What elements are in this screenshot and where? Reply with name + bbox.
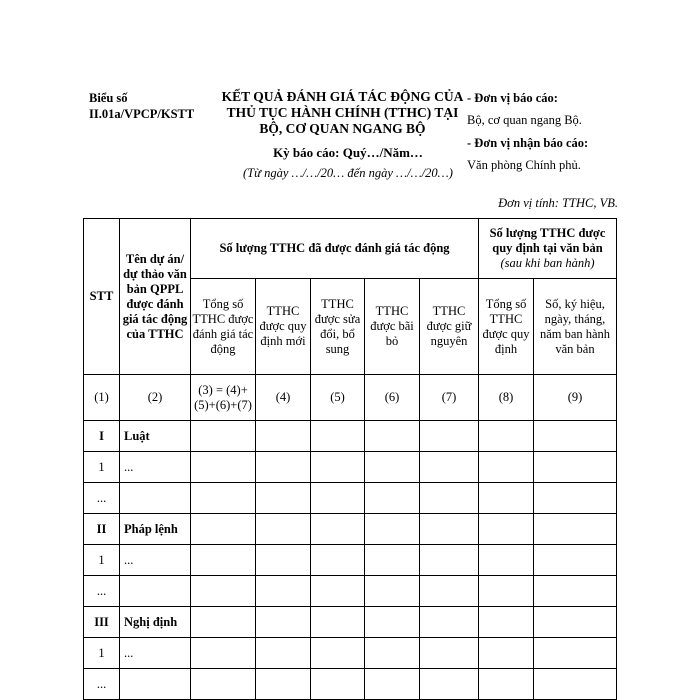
empty-cell: [534, 638, 617, 669]
header-total-assessed: Tổng số TTHC được đánh giá tác động: [191, 279, 256, 375]
empty-cell: [365, 669, 420, 700]
empty-cell: [420, 452, 479, 483]
empty-cell: [420, 638, 479, 669]
empty-cell: [191, 452, 256, 483]
report-table: [83, 218, 617, 700]
report-title: [215, 89, 470, 137]
empty-cell: [191, 483, 256, 514]
title-line1: KẾT QUẢ ĐÁNH GIÁ TÁC ĐỘNG CỦA: [221, 89, 464, 104]
reporting-unit-label: - Đơn vị báo cáo:: [467, 91, 558, 105]
empty-cell: [311, 421, 365, 452]
empty-cell: [191, 545, 256, 576]
empty-cell: [311, 576, 365, 607]
index-cell: (7): [420, 375, 479, 421]
header-regulated-total: Tổng số TTHC được quy định: [479, 279, 534, 375]
receiving-unit-value: Văn phòng Chính phủ.: [467, 158, 581, 172]
empty-cell: [311, 607, 365, 638]
row-name: ...: [120, 638, 191, 669]
empty-cell: [420, 576, 479, 607]
row-stt: 1: [84, 545, 120, 576]
row-name: [120, 483, 191, 514]
form-code-line1: Biểu số: [89, 91, 128, 105]
row-name: Pháp lệnh: [120, 514, 191, 545]
empty-cell: [534, 452, 617, 483]
empty-cell: [420, 483, 479, 514]
empty-cell: [191, 421, 256, 452]
receiving-unit-label: - Đơn vị nhận báo cáo:: [467, 136, 589, 150]
table-row: [84, 452, 617, 483]
row-name: [120, 669, 191, 700]
section-row: [84, 421, 617, 452]
empty-cell: [191, 638, 256, 669]
form-code-line2: II.01a/VPCP/KSTT: [89, 107, 195, 121]
empty-cell: [479, 545, 534, 576]
empty-cell: [256, 452, 311, 483]
empty-cell: [534, 576, 617, 607]
empty-cell: [365, 483, 420, 514]
table-row: [84, 669, 617, 700]
header-stt: STT: [84, 219, 120, 375]
index-cell: (4): [256, 375, 311, 421]
empty-cell: [534, 545, 617, 576]
index-cell: (9): [534, 375, 617, 421]
row-stt: 1: [84, 638, 120, 669]
row-stt: II: [84, 514, 120, 545]
empty-cell: [311, 514, 365, 545]
section-row: [84, 514, 617, 545]
empty-cell: [191, 669, 256, 700]
empty-cell: [365, 638, 420, 669]
header-project-name: Tên dự án/ dự thảo văn bản QPPL được đánh giá tác động của TTHC: [120, 219, 191, 375]
empty-cell: [256, 576, 311, 607]
header-group-regulated: [479, 219, 617, 279]
empty-cell: [479, 576, 534, 607]
table-row: [84, 638, 617, 669]
row-stt: ...: [84, 483, 120, 514]
reporting-unit-value: Bộ, cơ quan ngang Bộ.: [467, 113, 582, 127]
empty-cell: [479, 421, 534, 452]
empty-cell: [311, 545, 365, 576]
empty-cell: [479, 483, 534, 514]
empty-cell: [365, 607, 420, 638]
row-stt: 1: [84, 452, 120, 483]
report-period-range: (Từ ngày …/…/20… đến ngày …/…/20…): [243, 166, 453, 180]
empty-cell: [256, 669, 311, 700]
empty-cell: [365, 576, 420, 607]
empty-cell: [479, 669, 534, 700]
row-name: ...: [120, 545, 191, 576]
index-cell: (3) = (4)+(5)+(6)+(7): [191, 375, 256, 421]
empty-cell: [479, 638, 534, 669]
empty-cell: [191, 576, 256, 607]
empty-cell: [534, 607, 617, 638]
unit-of-measure: Đơn vị tính: TTHC, VB.: [498, 196, 618, 210]
header-kept: TTHC được giữ nguyên: [420, 279, 479, 375]
form-code: [89, 90, 214, 122]
empty-cell: [256, 638, 311, 669]
empty-cell: [479, 514, 534, 545]
empty-cell: [311, 452, 365, 483]
row-name: [120, 576, 191, 607]
row-stt: III: [84, 607, 120, 638]
empty-cell: [311, 638, 365, 669]
index-cell: (5): [311, 375, 365, 421]
header-doc-reference: Số, ký hiệu, ngày, tháng, năm ban hành văn bản: [534, 279, 617, 375]
row-name: Luật: [120, 421, 191, 452]
empty-cell: [365, 514, 420, 545]
index-cell: (6): [365, 375, 420, 421]
table-row: [84, 576, 617, 607]
empty-cell: [191, 607, 256, 638]
empty-cell: [479, 452, 534, 483]
header-group-assessed: Số lượng TTHC đã được đánh giá tác động: [191, 219, 479, 279]
index-cell: (2): [120, 375, 191, 421]
empty-cell: [420, 545, 479, 576]
row-name: Nghị định: [120, 607, 191, 638]
empty-cell: [420, 421, 479, 452]
header-group-regulated-note: (sau khi ban hành): [500, 256, 595, 270]
empty-cell: [365, 452, 420, 483]
empty-cell: [256, 545, 311, 576]
row-stt: I: [84, 421, 120, 452]
index-row: [84, 375, 617, 421]
empty-cell: [311, 669, 365, 700]
empty-cell: [534, 483, 617, 514]
header-new: TTHC được quy định mới: [256, 279, 311, 375]
empty-cell: [256, 421, 311, 452]
empty-cell: [534, 669, 617, 700]
header-abolished: TTHC được bãi bỏ: [365, 279, 420, 375]
empty-cell: [420, 669, 479, 700]
title-line3: BỘ, CƠ QUAN NGANG BỘ: [259, 121, 426, 136]
empty-cell: [256, 514, 311, 545]
table-row: [84, 483, 617, 514]
empty-cell: [256, 483, 311, 514]
empty-cell: [534, 514, 617, 545]
row-name: ...: [120, 452, 191, 483]
empty-cell: [365, 421, 420, 452]
index-cell: (1): [84, 375, 120, 421]
section-row: [84, 607, 617, 638]
empty-cell: [479, 607, 534, 638]
empty-cell: [256, 607, 311, 638]
empty-cell: [420, 607, 479, 638]
header-group-regulated-text: Số lượng TTHC được quy định tại văn bản: [489, 226, 606, 255]
row-stt: ...: [84, 669, 120, 700]
row-stt: ...: [84, 576, 120, 607]
index-cell: (8): [479, 375, 534, 421]
report-period: Kỳ báo cáo: Quý…/Năm…: [273, 145, 423, 160]
title-line2: THỦ TỤC HÀNH CHÍNH (TTHC) TẠI: [226, 105, 459, 120]
empty-cell: [365, 545, 420, 576]
empty-cell: [420, 514, 479, 545]
empty-cell: [534, 421, 617, 452]
empty-cell: [311, 483, 365, 514]
table-row: [84, 545, 617, 576]
header-amended: TTHC được sửa đổi, bổ sung: [311, 279, 365, 375]
empty-cell: [191, 514, 256, 545]
